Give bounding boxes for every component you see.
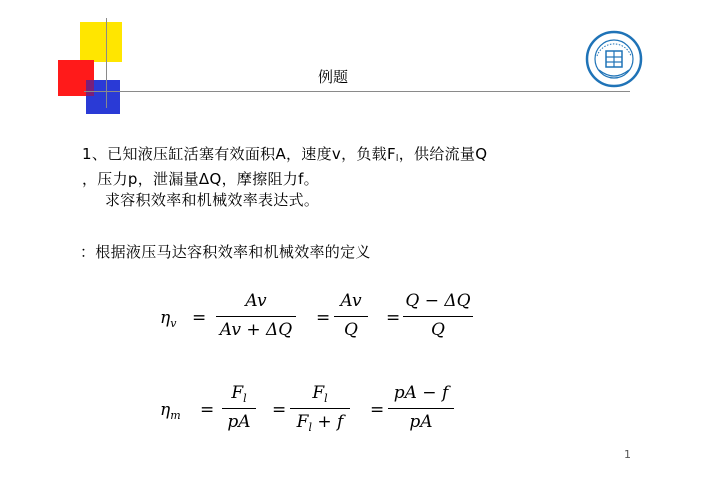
problem-line-2: ，压力p，泄漏量ΔQ，摩擦阻力f。 [82, 170, 319, 188]
eta-v-frac2-numerator: Av [340, 291, 362, 311]
decor-overlap [86, 80, 94, 96]
eta-v-frac1-numerator: Av [245, 291, 267, 311]
problem-line-1-text-b: ，供给流量Q [398, 145, 488, 163]
eta-m-frac3-numerator: pA − f [393, 383, 449, 403]
eta-v-frac2-denominator: Q [344, 320, 358, 340]
eta-m-frac3-bar [388, 408, 454, 409]
eta-m-frac3-denominator: pA [409, 412, 433, 432]
problem-line-3: 求容积效率和机械效率表达式。 [105, 191, 320, 209]
eta-v-frac3-bar [403, 316, 473, 317]
eta-m-equals-2: = [272, 400, 287, 420]
problem-line-1-subscript: l [395, 154, 399, 164]
eta-m-equals-3: = [370, 400, 385, 420]
eta-v-frac3-numerator: Q − ΔQ [405, 291, 471, 311]
eta-m-frac2-numerator: $F_l$ [312, 383, 328, 405]
eta-v-equals-1: = [192, 308, 207, 328]
eta-m-frac2-denominator: $F_l + f$ [296, 412, 344, 434]
eta-v-equals-3: = [386, 308, 401, 328]
slide-title: 例题 [318, 68, 349, 86]
eta-m-frac1-denominator: pA [227, 412, 251, 432]
decor-vertical-line [106, 18, 107, 108]
solution-intro: ：根据液压马达容积效率和机械效率的定义 [80, 243, 371, 261]
eta-v-frac3-denominator: Q [431, 320, 445, 340]
page-number: 1 [624, 448, 631, 461]
eta-m-symbol: $\eta_m$ [160, 400, 181, 422]
eta-v-frac1-denominator: Av + ΔQ [219, 320, 293, 340]
eta-m-frac2-bar [290, 408, 350, 409]
eta-m-frac1-bar [222, 408, 256, 409]
university-seal-logo [585, 30, 643, 88]
eta-v-frac2-bar [334, 316, 368, 317]
eta-m-frac1-numerator: $F_l$ [231, 383, 247, 405]
decor-yellow-square [80, 22, 122, 62]
eta-v-symbol: $\eta_v$ [160, 308, 177, 330]
problem-line-1 [82, 143, 487, 164]
eta-v-frac1-bar [216, 316, 296, 317]
eta-v-equals-2: = [316, 308, 331, 328]
eta-m-equals-1: = [200, 400, 215, 420]
title-divider-line [84, 91, 630, 92]
problem-line-1-text-a: 1、已知液压缸活塞有效面积A，速度v，负载F [82, 145, 396, 163]
